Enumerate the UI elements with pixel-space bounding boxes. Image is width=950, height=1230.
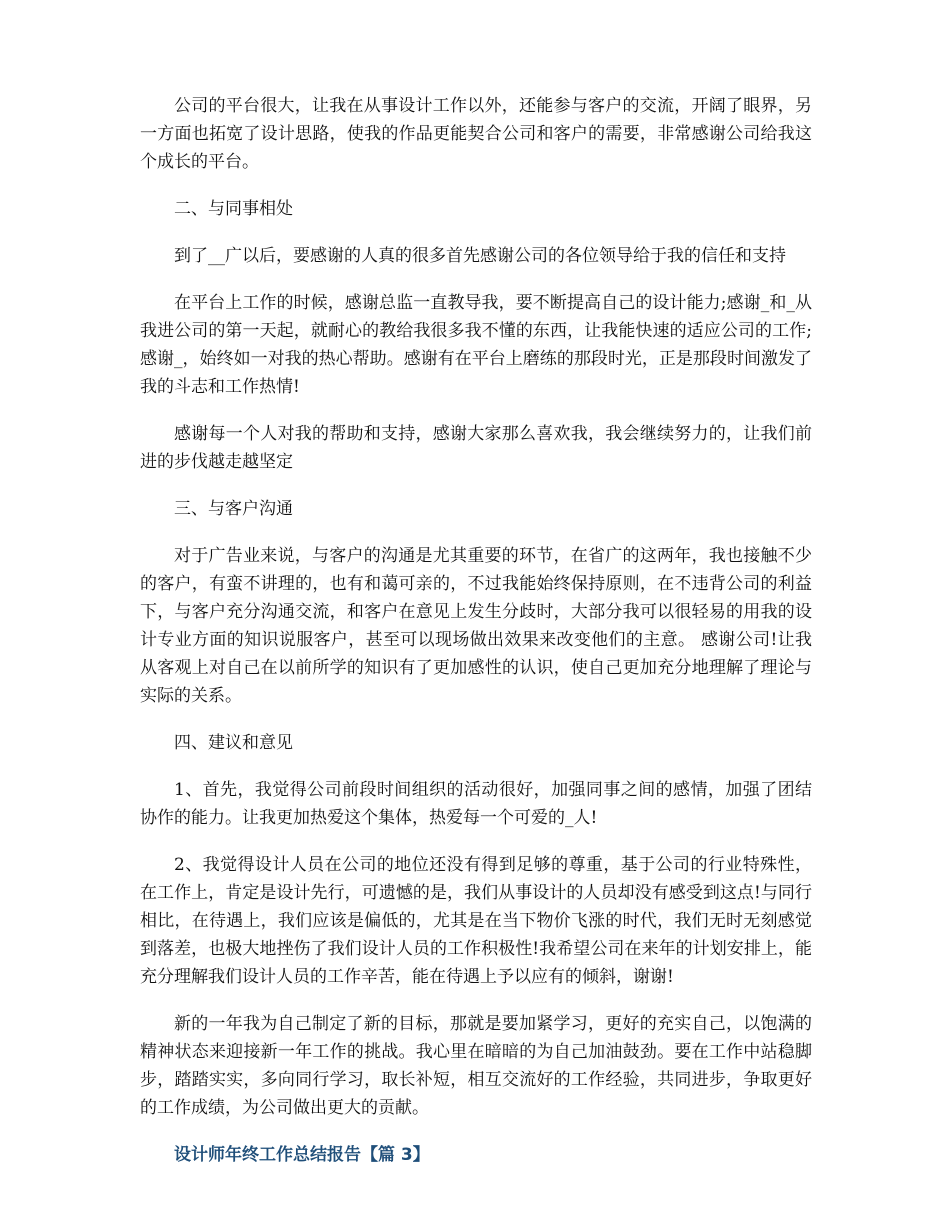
heading-suggestions: 四、建议和意见	[174, 733, 293, 753]
paragraph-client-communication: 对于广告业来说，与客户的沟通是尤其重要的环节，在省广的这两年，我也接触不少的客户，有蛮不讲理的，也有和蔼可亲的，不过我能始终保持原则，在不违背公司的利益下，与客户充分沟通交流，和客户在意见上发生分歧时，大部分我可以很轻易的用我的设计专业方面的知识说服客户，甚至可以现场做出效果来改变他们的主意。 感谢公司!让我从客观上对自己在以前所学的知识有了更加感性的认识，使自己更加充分地理解了理论与实际的关系。	[140, 546, 812, 706]
paragraph-thanks-director: 在平台上工作的时候，感谢总监一直教导我，要不断提高自己的设计能力;感谢_和_从我进公司的第一天起，就耐心的教给我很多我不懂的东西，让我能快速的适应公司的工作;感谢_，始终如一对我的热心帮助。感谢有在平台上磨练的那段时光，正是那段时间激发了我的斗志和工作热情!	[140, 293, 812, 397]
heading-colleagues: 二、与同事相处	[174, 199, 293, 219]
paragraph-new-year-goals: 新的一年我为自己制定了新的目标，那就是要加紧学习，更好的充实自己，以饱满的精神状态来迎接新一年工作的挑战。我心里在暗暗的为自己加油鼓劲。要在工作中站稳脚步，踏踏实实，多向同行学习，取长补短，相互交流好的工作经验，共同进步，争取更好的工作成绩，为公司做出更大的贡献。	[140, 1014, 812, 1118]
paragraph-thanks-leaders: 到了__广以后，要感谢的人真的很多首先感谢公司的各位领导给于我的信任和支持	[174, 246, 786, 266]
paragraph-suggestion-1: 1、首先，我觉得公司前段时间组织的活动很好，加强同事之间的感情，加强了团结协作的能力。让我更加热爱这个集体，热爱每一个可爱的_人!	[140, 780, 812, 828]
paragraph-thanks-everyone: 感谢每一个人对我的帮助和支持，感谢大家那么喜欢我，我会继续努力的，让我们前进的步伐越走越坚定	[140, 424, 812, 472]
heading-clients: 三、与客户沟通	[174, 499, 293, 519]
section-title-part-3: 设计师年终工作总结报告【篇 3】	[174, 1145, 430, 1165]
document-body	[140, 92, 812, 1169]
paragraph-platform: 公司的平台很大，让我在从事设计工作以外，还能参与客户的交流，开阔了眼界，另一方面也拓宽了设计思路，使我的作品更能契合公司和客户的需要，非常感谢公司给我这个成长的平台。	[140, 96, 812, 172]
paragraph-suggestion-2: 2、我觉得设计人员在公司的地位还没有得到足够的尊重，基于公司的行业特殊性，在工作上，肯定是设计先行，可遗憾的是，我们从事设计的人员却没有感受到这点!与同行相比，在待遇上，我们应该是偏低的，尤其是在当下物价飞涨的时代，我们无时无刻感觉到落差，也极大地挫伤了我们设计人员的工作积极性!我希望公司在来年的计划安排上，能充分理解我们设计人员的工作辛苦，能在待遇上予以应有的倾斜，谢谢!	[140, 855, 812, 987]
